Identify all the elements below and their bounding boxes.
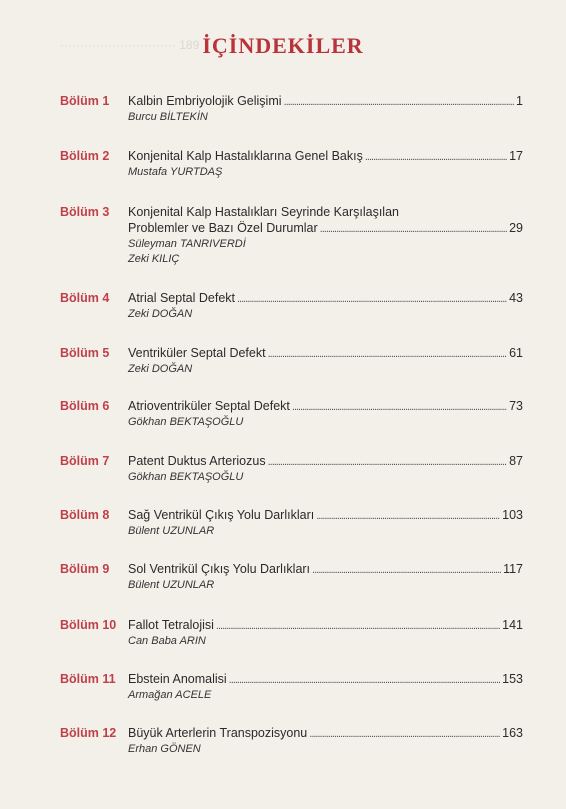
dot-leader (365, 149, 507, 165)
chapter-author: Zeki DOĞAN (128, 363, 193, 375)
page-number: 87 (509, 454, 523, 468)
dot-leader (309, 726, 500, 742)
chapter-author: Burcu BİLTEKİN (128, 111, 208, 123)
chapter-author: Süleyman TANRIVERDİ (128, 238, 246, 250)
chapter-author: Bülent UZUNLAR (128, 525, 215, 537)
toc-entry[interactable] (60, 398, 523, 430)
chapter-author: Zeki DOĞAN (128, 308, 193, 320)
chapter-title: Atrial Septal Defekt (128, 291, 235, 305)
page-number: 43 (509, 291, 523, 305)
chapter-title: Atrioventriküler Septal Defekt (128, 399, 290, 413)
toc-entry[interactable] (60, 93, 523, 125)
page-number: 17 (509, 149, 523, 163)
dot-leader (268, 346, 508, 362)
chapter-number: Bölüm 1 (60, 94, 110, 108)
chapter-author: Bülent UZUNLAR (128, 579, 215, 591)
dot-leader (312, 562, 501, 578)
chapter-title: Ebstein Anomalisi (128, 672, 227, 686)
chapter-number: Bölüm 9 (60, 562, 110, 576)
chapter-author: Mustafa YURTDAŞ (128, 166, 223, 178)
chapter-title: Sol Ventrikül Çıkış Yolu Darlıkları (128, 562, 311, 576)
chapter-author: Zeki KILIÇ (128, 253, 180, 265)
chapter-title: Patent Duktus Arteriozus (128, 454, 266, 468)
chapter-number: Bölüm 10 (60, 618, 117, 632)
dot-leader (216, 618, 500, 634)
toc-entry[interactable] (60, 290, 523, 322)
dot-leader (320, 221, 507, 237)
chapter-title: Sağ Ventrikül Çıkış Yolu Darlıkları (128, 508, 315, 522)
toc-entry[interactable] (60, 617, 523, 649)
toc-entry[interactable] (60, 561, 523, 593)
chapter-number: Bölüm 2 (60, 149, 110, 163)
chapter-number: Bölüm 6 (60, 399, 110, 413)
page-number: 1 (516, 94, 523, 108)
toc-entry[interactable] (60, 671, 523, 703)
dot-leader (237, 291, 507, 307)
page-number: 103 (502, 508, 523, 522)
page-number: 61 (509, 346, 523, 360)
chapter-title: Problemler ve Bazı Özel Durumlar (128, 221, 318, 235)
toc-entry[interactable] (60, 453, 523, 485)
dot-leader (316, 508, 500, 524)
chapter-author: Gökhan BEKTAŞOĞLU (128, 471, 244, 483)
page-number: 29 (509, 221, 523, 235)
chapter-author: Gökhan BEKTAŞOĞLU (128, 416, 244, 428)
chapter-title: Fallot Tetralojisi (128, 618, 214, 632)
page-title: İÇİNDEKİLER (202, 33, 364, 58)
toc-entry[interactable] (60, 725, 523, 757)
bleed-through-text: ····························· 189 (60, 38, 200, 52)
chapter-number: Bölüm 7 (60, 454, 110, 468)
page-number: 163 (502, 726, 523, 740)
page-number: 153 (502, 672, 523, 686)
chapter-number: Bölüm 12 (60, 726, 117, 740)
chapter-author: Erhan GÖNEN (128, 743, 201, 755)
chapter-number: Bölüm 5 (60, 346, 110, 360)
toc-entry[interactable] (60, 148, 523, 180)
chapter-number: Bölüm 4 (60, 291, 110, 305)
chapter-author: Can Baba ARIN (128, 635, 206, 647)
toc-entry[interactable] (60, 345, 523, 377)
chapter-title: Büyük Arterlerin Transpozisyonu (128, 726, 308, 740)
chapter-title: Konjenital Kalp Hastalıklarına Genel Bakış (128, 149, 363, 163)
chapter-title: Kalbin Embriyolojik Gelişimi (128, 94, 282, 108)
page-number: 141 (502, 618, 523, 632)
dot-leader (268, 454, 508, 470)
dot-leader (229, 672, 500, 688)
dot-leader (284, 94, 515, 110)
dot-leader (292, 399, 507, 415)
chapter-title: Ventriküler Septal Defekt (128, 346, 266, 360)
chapter-number: Bölüm 3 (60, 205, 110, 219)
chapter-number: Bölüm 11 (60, 672, 116, 686)
page-number: 117 (503, 562, 523, 576)
toc-entry[interactable] (60, 204, 523, 267)
chapter-author: Armağan ACELE (128, 689, 212, 701)
chapter-number: Bölüm 8 (60, 508, 110, 522)
toc-entry[interactable] (60, 507, 523, 539)
page-number: 73 (509, 399, 523, 413)
chapter-title-line-1: Konjenital Kalp Hastalıkları Seyrinde Karşılaşılan (128, 205, 399, 219)
